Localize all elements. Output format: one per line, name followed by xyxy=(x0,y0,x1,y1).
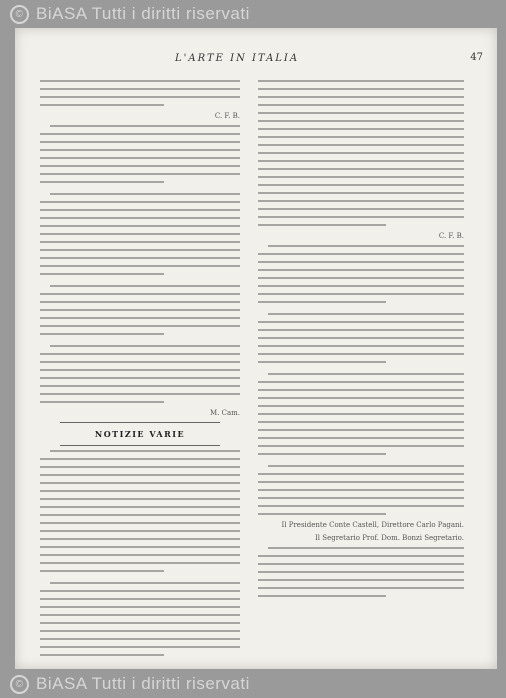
signature: C. F. B. xyxy=(438,232,464,240)
closing-line: Il Presidente Conte Castell, Direttore Carlo Pagani. xyxy=(281,521,464,529)
copyright-icon: © xyxy=(10,675,29,694)
watermark-top xyxy=(0,0,506,28)
running-head: L'ARTE IN ITALIA xyxy=(175,53,300,64)
watermark-text: BiASA Tutti i diritti riservati xyxy=(36,674,250,693)
signature: C. F. B. xyxy=(214,112,240,120)
section-title: NOTIZIE VARIE xyxy=(94,429,186,439)
right-column xyxy=(258,80,464,603)
scanned-page xyxy=(15,28,497,669)
closing-line: Il Segretario Prof. Dom. Bonzi Segretario. xyxy=(315,534,464,542)
watermark-text: BiASA Tutti i diritti riservati xyxy=(36,4,250,23)
watermark-bottom xyxy=(0,670,506,698)
left-column xyxy=(40,80,240,662)
copyright-icon: © xyxy=(10,5,29,24)
page-number: 47 xyxy=(470,52,483,63)
signature: M. Cam. xyxy=(209,409,240,417)
